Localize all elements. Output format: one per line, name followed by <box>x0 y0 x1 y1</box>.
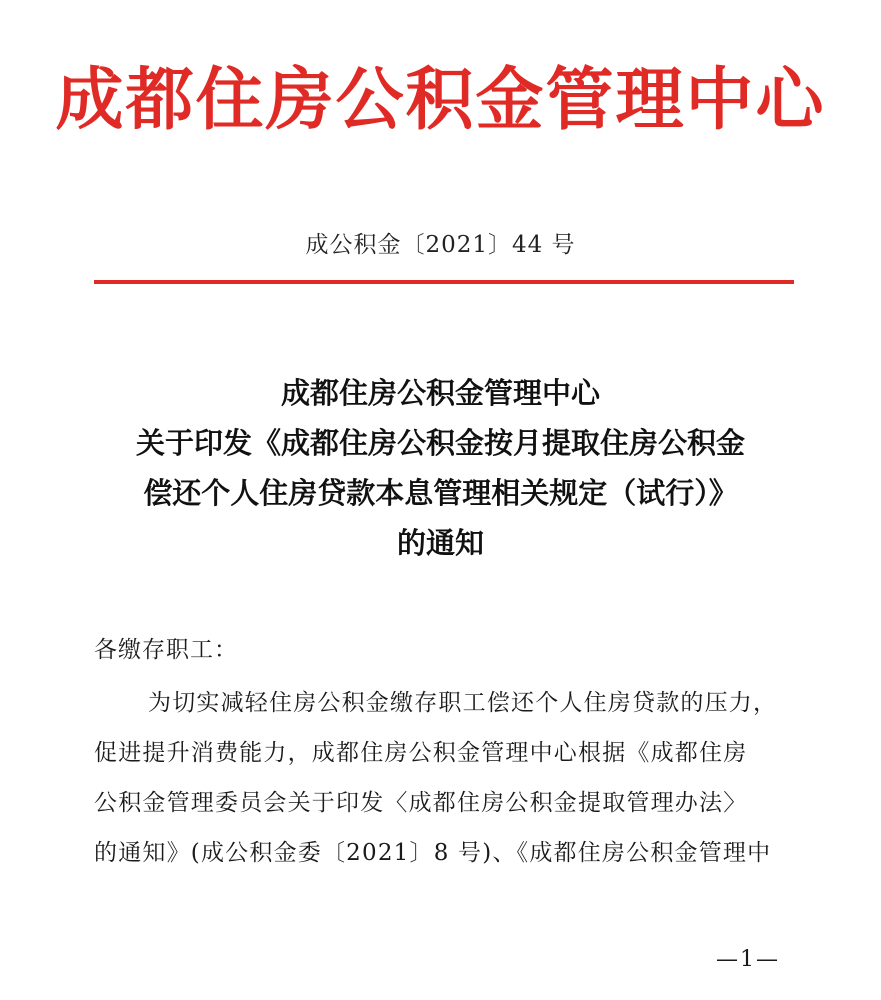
title-line: 成都住房公积金管理中心 <box>280 376 600 410</box>
title-line: 的通知 <box>396 526 484 560</box>
body-line: 为切实减轻住房公积金缴存职工偿还个人住房贷款的压力， <box>148 690 778 716</box>
title-line: 偿还个人住房贷款本息管理相关规定（试行）》 <box>143 476 738 510</box>
body-line: 促进提升消费能力，成都住房公积金管理中心根据《成都住房 <box>94 740 748 766</box>
title-line: 关于印发《成都住房公积金按月提取住房公积金 <box>135 426 745 460</box>
document-title <box>60 368 821 568</box>
body-line: 公积金管理委员会关于印发〈成都住房公积金提取管理办法〉 <box>94 790 748 816</box>
body-paragraph <box>94 678 794 878</box>
page-number: —1— <box>716 947 780 972</box>
red-separator-line <box>94 280 794 284</box>
salutation: 各缴存职工： <box>94 637 238 663</box>
body-line: 的通知》(成公积金委〔2021〕8 号)、《成都住房公积金管理中 <box>94 840 772 866</box>
document-number: 成公积金〔2021〕44 号 <box>305 232 576 258</box>
masthead-org-name: 成都住房公积金管理中心 <box>55 61 826 140</box>
